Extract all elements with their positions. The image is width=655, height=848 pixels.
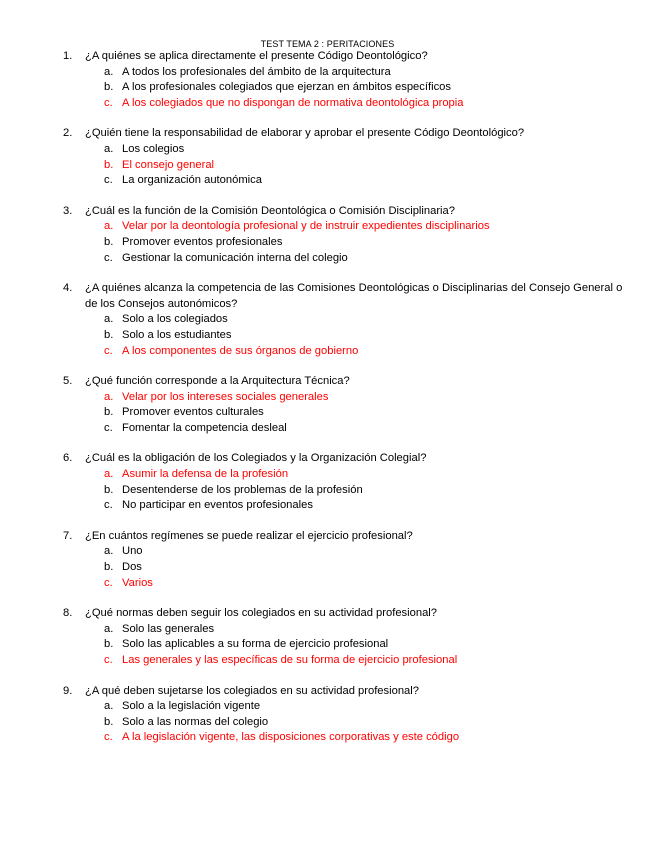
option-text: Las generales y las específicas de su forma de ejercicio profesional [122,654,458,666]
question-number: 7. [63,529,73,542]
question-number: 6. [63,452,73,465]
option-letter: b. [104,483,114,496]
option-text: Asumir la defensa de la profesión [122,468,289,481]
option-letter: c. [104,421,113,434]
option-letter: b. [104,328,114,341]
question-row [63,374,623,390]
question-text: ¿Cuál es la función de la Comisión Deontológica o Comisión Disciplinaria? [85,204,455,217]
answer-option-correct [104,390,623,406]
option-text: Solo a los estudiantes [122,328,232,341]
question-row [63,204,623,220]
option-text: A los colegiados que no dispongan de normativa deontológica propia [122,96,464,109]
answer-options [63,699,623,746]
question-number: 2. [63,127,73,140]
answer-option [104,715,623,731]
option-letter: a. [104,468,114,481]
option-text: Uno [122,545,143,558]
question-row [63,529,623,545]
answer-options [63,65,623,112]
question-item [63,126,623,188]
question-item [63,529,623,591]
option-text: A los profesionales colegiados que ejerzan en ámbitos específicos [122,81,451,94]
question-row [63,281,623,312]
question-item [63,281,623,359]
question-item [63,451,623,513]
option-letter: a. [104,700,114,713]
option-letter: c. [104,96,113,109]
option-text: Dos [122,561,142,574]
option-letter: a. [104,65,114,78]
option-text: Gestionar la comunicación interna del colegio [122,251,348,264]
option-text: Solo las aplicables a su forma de ejercicio profesional [122,638,389,651]
option-text: Solo a la legislación vigente [122,700,261,713]
answer-option [104,312,623,328]
option-text: Velar por los intereses sociales generales [122,390,329,403]
question-item [63,204,623,266]
answer-option-correct [104,467,623,483]
option-text: La organización autonómica [122,174,262,187]
answer-option [104,173,623,189]
question-item [63,374,623,436]
option-letter: b. [104,158,114,171]
answer-option-correct [104,96,623,112]
option-letter: a. [104,390,114,403]
answer-option [104,544,623,560]
answer-options [63,544,623,591]
answer-option-correct [104,576,623,592]
answer-option [104,637,623,653]
question-text: ¿A quiénes alcanza la competencia de las Comisiones Deontológicas o Disciplinarias del Consejo General o de los Consejos autonómicos? [85,282,623,310]
question-number: 9. [63,684,73,697]
answer-option [104,622,623,638]
option-text: Los colegios [122,142,185,155]
option-text: Fomentar la competencia desleal [122,421,287,434]
option-text: Varios [122,576,153,589]
answer-option [104,328,623,344]
question-item [63,684,623,746]
option-letter: b. [104,81,114,94]
question-number: 1. [63,50,73,62]
option-letter: a. [104,622,114,635]
question-number: 4. [63,282,73,295]
option-text: Solo las generales [122,622,215,635]
question-text: ¿Cuál es la obligación de los Colegiados y la Organización Colegial? [85,452,427,465]
option-letter: c. [104,344,113,357]
option-text: A la legislación vigente, las disposiciones corporativas y este código [122,731,460,744]
option-letter: b. [104,638,114,651]
option-text: Promover eventos culturales [122,406,264,419]
answer-option-correct [104,653,623,669]
option-text: No participar en eventos profesionales [122,499,313,512]
question-row [63,684,623,700]
option-letter: a. [104,545,114,558]
option-letter: b. [104,715,114,728]
option-letter: c. [104,499,113,512]
question-number: 5. [63,375,73,388]
option-text: El consejo general [122,158,215,171]
answer-option [104,235,623,251]
answer-options [63,622,623,669]
answer-option [104,80,623,96]
option-letter: c. [104,731,113,744]
question-item [63,606,623,668]
answer-options [63,467,623,514]
answer-option [104,699,623,715]
question-number: 8. [63,607,73,620]
question-text: ¿En cuántos regímenes se puede realizar el ejercicio profesional? [85,529,413,542]
question-number: 3. [63,204,73,217]
answer-option [104,483,623,499]
question-row [63,49,623,65]
answer-option [104,65,623,81]
answer-options [63,142,623,189]
question-text: ¿Qué normas deben seguir los colegiados en su actividad profesional? [85,607,437,620]
option-letter: a. [104,220,114,233]
answer-options [63,219,623,266]
option-letter: b. [104,235,114,248]
question-text: ¿Quién tiene la responsabilidad de elaborar y aprobar el presente Código Deontológico? [85,127,525,140]
option-letter: a. [104,142,114,155]
answer-option [104,498,623,514]
option-letter: c. [104,576,113,589]
answer-option-correct [104,344,623,360]
page-title: TEST TEMA 2 : PERITACIONES [260,39,395,49]
answer-option [104,405,623,421]
option-text: Solo a las normas del colegio [122,715,269,728]
answer-option-correct [104,219,623,235]
question-text: ¿Qué función corresponde a la Arquitectura Técnica? [85,375,350,388]
answer-option-correct [104,730,623,746]
option-letter: b. [104,406,114,419]
answer-option [104,421,623,437]
answer-option [104,142,623,158]
option-letter: c. [104,251,113,264]
option-letter: c. [104,654,113,666]
question-text: ¿A qué deben sujetarse los colegiados en su actividad profesional? [85,684,419,697]
question-row [63,451,623,467]
question-text: ¿A quiénes se aplica directamente el presente Código Deontológico? [85,50,428,62]
question-item [63,49,623,111]
answer-options [63,312,623,359]
question-row [63,126,623,142]
option-text: Solo a los colegiados [122,313,228,326]
option-text: Promover eventos profesionales [122,235,283,248]
option-letter: b. [104,561,114,574]
option-text: Velar por la deontología profesional y de instruir expedientes disciplinarios [122,220,490,233]
answer-options [63,390,623,437]
answer-option [104,251,623,267]
option-text: A los componentes de sus órganos de gobierno [122,344,359,357]
option-letter: a. [104,313,114,326]
question-list [63,49,623,761]
option-text: A todos los profesionales del ámbito de la arquitectura [122,65,391,78]
option-text: Desentenderse de los problemas de la profesión [122,483,363,496]
option-letter: c. [104,174,113,187]
question-row [63,606,623,622]
answer-option [104,560,623,576]
answer-option-correct [104,158,623,174]
